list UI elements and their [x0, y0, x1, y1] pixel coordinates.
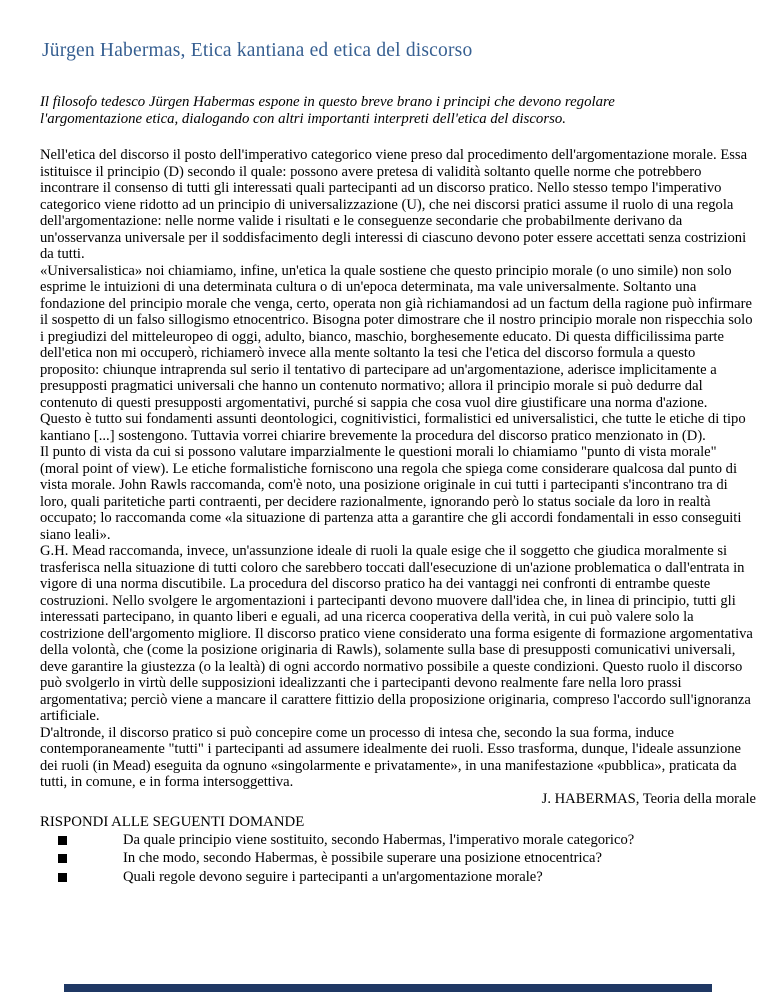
- question-text: Quali regole devono seguire i partecipanti a un'argomentazione morale?: [123, 868, 543, 885]
- document-page: [40, 0, 756, 886]
- body-text: [40, 147, 756, 791]
- body-paragraph: D'altronde, il discorso pratico si può concepire come un processo di intesa che, secondo la sua forma, induce contemporaneamente "tutti" i partecipanti ad assumere idealmente dei ruoli. Esso trasforma, dunque, l'ideale assunzione dei ruoli (in Mead) eseguita da ognuno «singolarmente e privatamente», in una manifestazione «pubblica», praticata da tutti, in comune, e in forma intersoggettiva.: [40, 724, 742, 790]
- question-text: In che modo, secondo Habermas, è possibile superare una posizione etnocentrica?: [123, 850, 602, 867]
- body-paragraph: «Universalistica» noi chiamiamo, infine, un'etica la quale sostiene che questo principio morale (o uno simile) non solo esprime le intuizioni di una determinata cultura o di un'epoca determinata, ma vale universalmente. Soltanto una fondazione del principio morale che venga, certo, operata non già richiamandosi ad un factum della ragione può infirmare il sospetto di un falso sillogismo etnocentrico. Bisogna poter dimostrare che il nostro principio morale non rispecchia solo i pregiudizi del mitteleuropeo di oggi, adulto, bianco, maschio, borghesemente educato. Di questa difficilissima parte dell'etica non mi occuperò, richiamerò invece alla mente soltanto la tesi che l'etica del discorso formula a questo proposito: chiunque intraprenda sul serio il tentativo di partecipare ad un'argomentazione, aderisce implicitamente a presupposti pragmatici universali che hanno un contenuto normativo; allora il principio morale si può dedurre dal contenuto di questi presupposti argomentativi, purché si sappia che cosa vuol dire giustificare una norma d'azione.: [40, 262, 753, 411]
- square-bullet-icon: [58, 854, 67, 863]
- body-paragraph: G.H. Mead raccomanda, invece, un'assunzione ideale di ruoli la quale esige che il soggetto che giudica moralmente si trasferisca nella situazione di tutti coloro che sarebbero toccati dall'esecuzione di un'azione problematica o dall'entrata in vigore di una norma discutibile. La procedura del discorso pratico ha dei vantaggi nei confronti di entrambe queste costruzioni. Nello svolgere le argomentazioni i partecipanti devono muovere dall'idea che, in linea di principio, tutti gli interessati partecipano, in quanto liberi e eguali, ad una ricerca cooperativa della verità, in cui può valere solo la costrizione dell'argomento migliore. Il discorso pratico viene considerato una forma esigente di formazione argomentativa della volontà, che (come la posizione originaria di Rawls), solamente sulla base di presupposti comunicativi universali, deve garantire la giustezza (o la lealtà) di ogni accordo normativo possibile a queste condizioni. Questo ruolo il discorso può svolgerlo in virtù delle supposizioni idealizzanti che i partecipanti devono realmente fare nella loro prassi argomentativa; perciò viene a mancare il carattere fittizio della proposizione originaria, compreso l'accordo sull'ignoranza artificiale.: [40, 543, 753, 724]
- footer-bar: [64, 984, 712, 992]
- body-paragraph: Questo è tutto sui fondamenti assunti deontologici, cognitivistici, formalistici ed universalistici, che tutte le etiche di tipo kantiano [...] sostengono. Tuttavia vorrei chiarire brevemente la procedura del discorso pratico menzionato in (D).: [40, 411, 746, 444]
- question-item: [40, 849, 756, 867]
- body-paragraph: Nell'etica del discorso il posto dell'imperativo categorico viene preso dal procedimento dell'argomentazione morale. Essa istituisce il principio (D) secondo il quale: possono avere pretesa di validità soltanto quelle norme che potrebbero incontrare il consenso di tutti gli interessati quali partecipanti ad un discorso pratico. Nello stesso tempo l'imperativo categorico viene ridotto ad un principio di universalizzazione (U), che nei discorsi pratici assume il ruolo di una regola dell'argomentazione: nelle norme valide i risultati e le conseguenze secondarie che probabilmente derivano da un'osservanza universale per il soddisfacimento degli interessi di ciascuno devono poter essere accettati senza costrizioni da tutti.: [40, 147, 748, 262]
- square-bullet-icon: [58, 873, 67, 882]
- questions-heading: RISPONDI ALLE SEGUENTI DOMANDE: [40, 814, 305, 830]
- attribution-line: J. HABERMAS, Teoria della morale: [541, 790, 756, 807]
- question-text: Da quale principio viene sostituito, secondo Habermas, l'imperativo morale categorico?: [123, 832, 635, 848]
- page-title: Jürgen Habermas, Etica kantiana ed etica del discorso: [42, 40, 473, 61]
- question-item: [40, 831, 756, 849]
- intro-paragraph: Il filosofo tedesco Jürgen Habermas espone in questo breve brano i principi che devono regolare l'argomentazione etica, dialogando con altri importanti interpreti dell'etica del discorso.: [40, 94, 615, 127]
- question-item: [40, 868, 756, 886]
- square-bullet-icon: [58, 836, 67, 845]
- body-paragraph: Il punto di vista da cui si possono valutare imparzialmente le questioni morali lo chiamiamo "punto di vista morale" (moral point of view). Le etiche formalistiche forniscono una regola che spiega come considerare qualcosa dal punto di vista morale. John Rawls raccomanda, com'è noto, una posizione originale in cui tutti i partecipanti s'incontrano tra di loro, quali paritetiche parti contraenti, per decidere razionalmente, ignorando però lo status sociale da loro in realtà occupato; lo raccomanda come «la situazione di partenza atta a garantire che gli accordi fondamentali in esso conseguiti siano leali».: [40, 444, 742, 543]
